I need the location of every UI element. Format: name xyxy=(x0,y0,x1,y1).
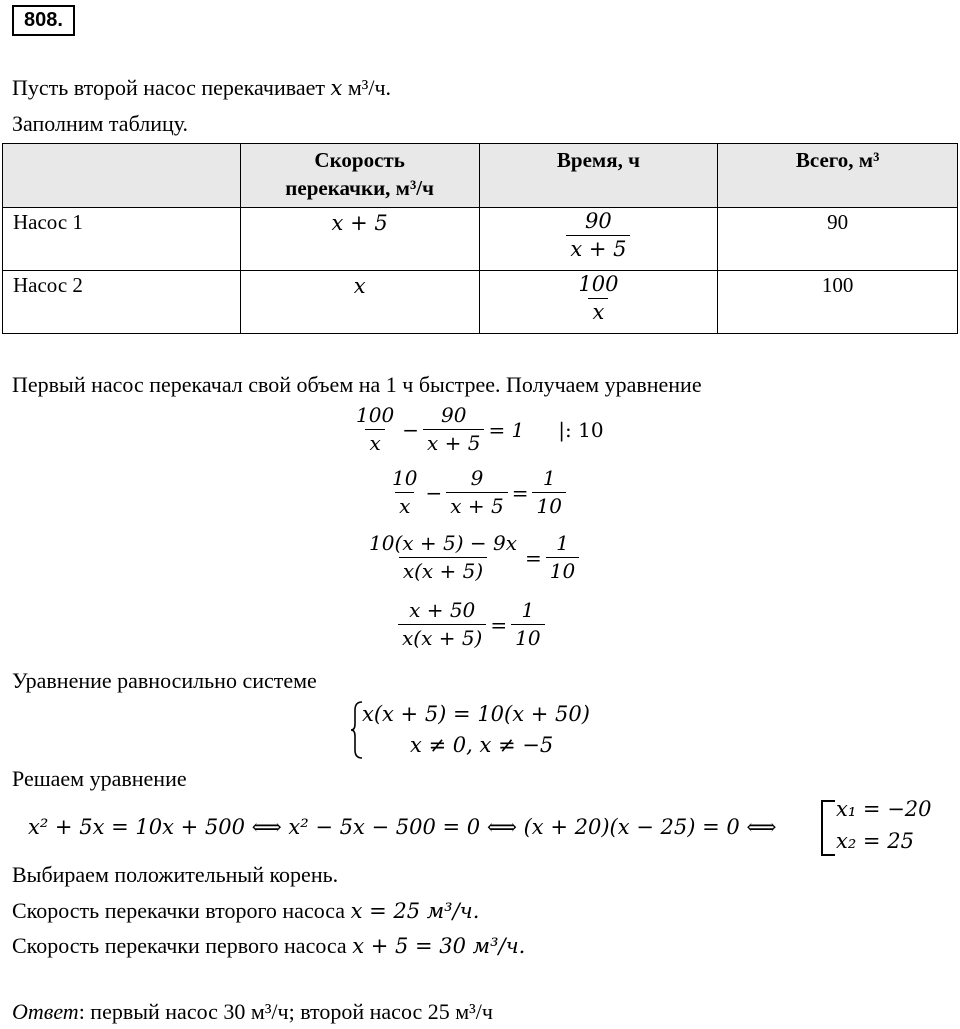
speed2-text: Скорость перекачки второго насоса xyxy=(12,898,351,923)
system-of-equations xyxy=(350,700,620,760)
eq1-a-den: x xyxy=(365,429,384,457)
eq3-c-den: 10 xyxy=(546,557,579,585)
answer-line xyxy=(12,999,493,1025)
eq2-a-den: x xyxy=(395,492,414,520)
header-speed-line-1: Скорость xyxy=(314,148,405,172)
eq1-b-den: x + 5 xyxy=(423,429,484,457)
header-empty xyxy=(3,144,241,208)
eq2-fraction-c xyxy=(532,465,565,520)
root-1: x₁ = −20 xyxy=(836,797,932,821)
row-total: 100 xyxy=(718,271,958,334)
row-time xyxy=(479,271,718,334)
eq3-num: 10(x + 5) − 9x xyxy=(369,531,518,555)
speed1-math: x + 5 = 30 м³/ч. xyxy=(352,934,526,958)
row-speed xyxy=(240,208,479,271)
time-denominator: x + 5 xyxy=(566,235,630,263)
intro-text: Пусть второй насос перекачивает xyxy=(12,75,331,100)
eq2-equals: = xyxy=(511,480,529,505)
equation-3 xyxy=(365,530,579,585)
eq2-fraction-b xyxy=(446,465,507,520)
eq2-fraction-a xyxy=(388,465,421,520)
eq3-den: x(x + 5) xyxy=(399,557,487,585)
intro-line-2: Заполним таблицу. xyxy=(12,111,189,136)
eq3-fraction xyxy=(365,530,521,585)
eq3-fraction-c xyxy=(546,530,579,585)
time-numerator: 100 xyxy=(578,272,619,296)
header-speed xyxy=(240,144,479,208)
eq4-c-den: 10 xyxy=(511,624,544,652)
system-line-2: x ≠ 0, x ≠ −5 xyxy=(410,733,554,757)
paragraph-first-pump: Первый насос перекачал свой объем на 1 ч быстрее. Получаем уравнение xyxy=(12,372,702,397)
eq2-minus: − xyxy=(425,480,443,505)
square-bracket-icon xyxy=(821,800,835,856)
eq1-b-num: 90 xyxy=(440,403,467,427)
eq1-fraction-b xyxy=(423,402,484,457)
time-numerator: 90 xyxy=(585,209,612,233)
intro-unit: м³/ч. xyxy=(342,75,392,100)
intro-variable: x xyxy=(330,76,343,100)
row-name: Насос 1 xyxy=(3,208,241,271)
eq2-a-num: 10 xyxy=(392,466,418,490)
row-speed xyxy=(240,271,479,334)
eq2-b-num: 9 xyxy=(470,466,484,490)
pump-table xyxy=(2,143,958,334)
answer-text: : первый насос 30 м³/ч; второй насос 25 м³/ч xyxy=(78,999,493,1024)
eq1-fraction-a xyxy=(352,402,398,457)
answer-label: Ответ xyxy=(12,999,79,1024)
eq1-rhs: = 1 xyxy=(488,417,525,442)
header-total: Всего, м³ xyxy=(718,144,958,208)
equation-2 xyxy=(388,465,566,520)
root-2: x₂ = 25 xyxy=(836,829,914,853)
eq2-c-den: 10 xyxy=(532,492,565,520)
eq2-b-den: x + 5 xyxy=(446,492,507,520)
eq2-c-num: 1 xyxy=(542,466,556,490)
speed1-text: Скорость перекачки первого насоса xyxy=(12,933,353,958)
eq4-equals: = xyxy=(490,612,508,637)
speed-value: x xyxy=(353,274,366,298)
time-denominator: x xyxy=(588,298,608,326)
eq4-fraction-c xyxy=(511,597,544,652)
paragraph-choose: Выбираем положительный корень. xyxy=(12,862,339,887)
eq4-c-num: 1 xyxy=(521,598,535,622)
eq4-den: x(x + 5) xyxy=(398,624,486,652)
eq1-minus: − xyxy=(402,417,419,442)
row-total: 90 xyxy=(718,208,958,271)
table-header-row xyxy=(3,144,958,208)
eq4-fraction xyxy=(398,597,486,652)
eq1-note: |: 10 xyxy=(558,417,604,442)
system-line-1: x(x + 5) = 10(x + 50) xyxy=(362,702,590,726)
row-name: Насос 2 xyxy=(3,271,241,334)
paragraph-solve: Решаем уравнение xyxy=(12,766,187,791)
header-time: Время, ч xyxy=(479,144,718,208)
speed2-math: x = 25 м³/ч. xyxy=(350,899,480,923)
time-fraction xyxy=(574,271,622,326)
equation-4 xyxy=(398,597,545,652)
paragraph-system: Уравнение равносильно системе xyxy=(12,668,317,693)
table-row xyxy=(3,208,958,271)
eq3-c-num: 1 xyxy=(556,531,569,555)
equation-1 xyxy=(352,402,604,457)
intro-line-1 xyxy=(12,75,391,101)
speed-second-pump xyxy=(12,898,479,924)
table-row xyxy=(3,271,958,334)
task-number: 808. xyxy=(12,5,75,36)
speed-first-pump xyxy=(12,933,525,959)
eq3-equals: = xyxy=(525,545,542,570)
solve-equation: x² + 5x = 10x + 500 ⟺ x² − 5x − 500 = 0 ⟺ (x + 20)(x − 25) = 0 ⟺ xyxy=(28,815,777,839)
eq4-num: x + 50 xyxy=(409,598,476,622)
row-time xyxy=(479,208,718,271)
time-fraction xyxy=(566,208,630,263)
speed-value: x + 5 xyxy=(331,211,388,235)
eq1-a-num: 100 xyxy=(356,403,395,427)
header-speed-line-2: перекачки, м³/ч xyxy=(285,176,434,200)
